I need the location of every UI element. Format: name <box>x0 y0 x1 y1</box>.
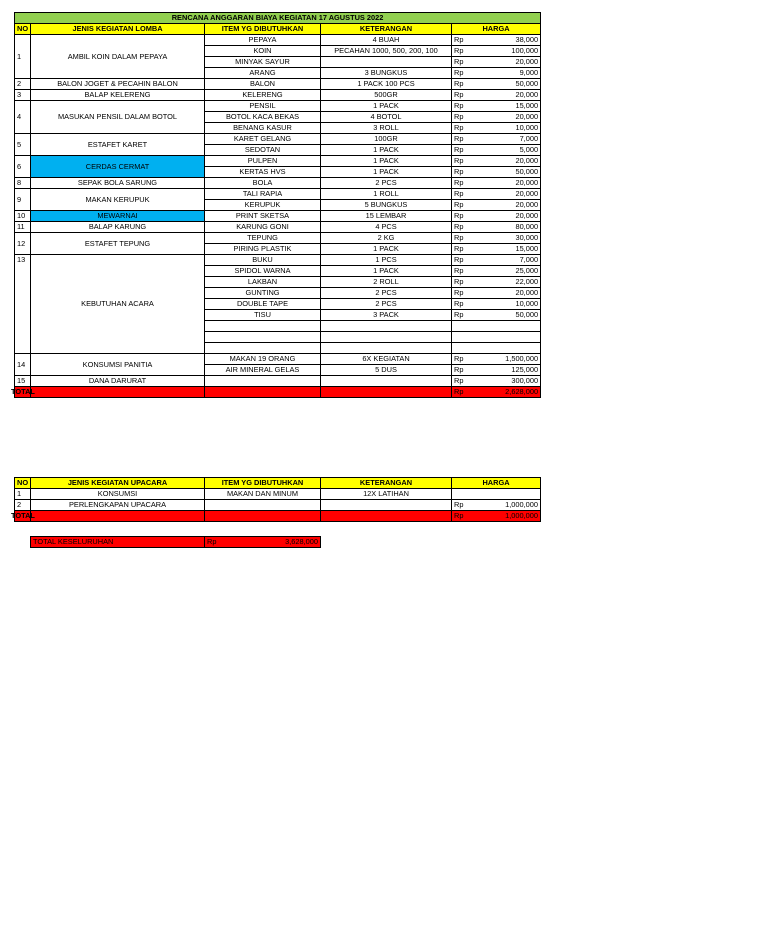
row-number: 9 <box>15 189 31 211</box>
keterangan-cell: 3 PACK <box>321 310 452 321</box>
row-number: 1 <box>15 489 31 500</box>
keterangan-cell: 2 KG <box>321 233 452 244</box>
harga-cell <box>482 321 541 332</box>
harga-cell: 20,000 <box>482 189 541 200</box>
kegiatan-cell: BALAP KARUNG <box>31 222 205 233</box>
keterangan-cell: 2 PCS <box>321 178 452 189</box>
item-cell: BOTOL KACA BEKAS <box>205 112 321 123</box>
row-number: 5 <box>15 134 31 156</box>
keterangan-cell: 15 LEMBAR <box>321 211 452 222</box>
keterangan-cell <box>321 57 452 68</box>
keterangan-cell: 1 PACK <box>321 145 452 156</box>
keterangan-cell: 1 PACK <box>321 266 452 277</box>
rp-cell: Rp <box>452 90 482 101</box>
keterangan-cell: 3 BUNGKUS <box>321 68 452 79</box>
rp-cell: Rp <box>452 288 482 299</box>
harga-cell: 5,000 <box>482 145 541 156</box>
rp-cell: Rp <box>452 365 482 376</box>
harga-cell: 7,000 <box>482 134 541 145</box>
kegiatan-cell: MAKAN KERUPUK <box>31 189 205 211</box>
rp-cell: Rp <box>452 145 482 156</box>
budget-table-upacara <box>11 477 541 522</box>
header-harga: HARGA <box>452 478 541 489</box>
item-cell: MINYAK SAYUR <box>205 57 321 68</box>
item-cell: LAKBAN <box>205 277 321 288</box>
total-empty <box>205 511 321 522</box>
keterangan-cell: 1 PCS <box>321 255 452 266</box>
keterangan-cell: 5 DUS <box>321 365 452 376</box>
kegiatan-cell: PERLENGKAPAN UPACARA <box>31 500 205 511</box>
harga-cell: 15,000 <box>482 101 541 112</box>
rp-cell: Rp <box>452 244 482 255</box>
harga-cell: 80,000 <box>482 222 541 233</box>
harga-cell: 300,000 <box>482 376 541 387</box>
harga-cell: 100,000 <box>482 46 541 57</box>
kegiatan-cell: CERDAS CERMAT <box>31 156 205 178</box>
total-label: TOTAL <box>11 511 35 520</box>
harga-cell: 20,000 <box>482 57 541 68</box>
harga-cell: 125,000 <box>482 365 541 376</box>
table-row <box>15 156 541 167</box>
row-number: 2 <box>15 79 31 90</box>
header-row <box>15 24 541 35</box>
header-item: ITEM YG DIBUTUHKAN <box>205 478 321 489</box>
keterangan-cell <box>321 332 452 343</box>
header-item: ITEM YG DIBUTUHKAN <box>205 24 321 35</box>
kegiatan-cell: BALAP KELERENG <box>31 90 205 101</box>
item-cell: KARUNG GONI <box>205 222 321 233</box>
rp-cell: Rp <box>452 211 482 222</box>
total-empty <box>321 387 452 398</box>
keterangan-cell: 1 PACK <box>321 156 452 167</box>
row-number: 14 <box>15 354 31 376</box>
rp-cell: Rp <box>452 266 482 277</box>
total-rp: Rp <box>452 387 482 398</box>
header-kegiatan: JENIS KEGIATAN UPACARA <box>31 478 205 489</box>
total-empty <box>321 511 452 522</box>
header-harga: HARGA <box>452 24 541 35</box>
rp-cell <box>452 489 482 500</box>
row-number: 4 <box>15 101 31 134</box>
item-cell: TALI RAPIA <box>205 189 321 200</box>
item-cell: TISU <box>205 310 321 321</box>
rp-cell: Rp <box>452 68 482 79</box>
item-cell: BALON <box>205 79 321 90</box>
harga-cell <box>482 489 541 500</box>
row-number: 6 <box>15 156 31 178</box>
keterangan-cell: 5 BUNGKUS <box>321 200 452 211</box>
keterangan-cell: 3 ROLL <box>321 123 452 134</box>
rp-cell: Rp <box>452 101 482 112</box>
grand-total-row <box>31 537 321 548</box>
keterangan-cell: 500GR <box>321 90 452 101</box>
rp-cell: Rp <box>452 167 482 178</box>
kegiatan-cell: BALON JOGET & PECAHIN BALON <box>31 79 205 90</box>
harga-cell: 22,000 <box>482 277 541 288</box>
item-cell <box>205 500 321 511</box>
keterangan-cell: 4 BOTOL <box>321 112 452 123</box>
item-cell: GUNTING <box>205 288 321 299</box>
header-keterangan: KETERANGAN <box>321 24 452 35</box>
row-number: 1 <box>15 35 31 79</box>
keterangan-cell <box>321 343 452 354</box>
harga-cell: 20,000 <box>482 288 541 299</box>
harga-cell <box>482 343 541 354</box>
item-cell <box>205 321 321 332</box>
rp-cell: Rp <box>452 123 482 134</box>
grand-total-rp: Rp <box>205 537 235 548</box>
keterangan-cell: PECAHAN 1000, 500, 200, 100 <box>321 46 452 57</box>
total-label-cell <box>11 387 35 398</box>
keterangan-cell: 1 PACK <box>321 244 452 255</box>
item-cell: AIR MINERAL GELAS <box>205 365 321 376</box>
kegiatan-cell: MASUKAN PENSIL DALAM BOTOL <box>31 101 205 134</box>
rp-cell: Rp <box>452 310 482 321</box>
keterangan-cell: 4 PCS <box>321 222 452 233</box>
item-cell: KERUPUK <box>205 200 321 211</box>
kegiatan-cell: KONSUMSI <box>31 489 205 500</box>
total-empty <box>31 511 205 522</box>
harga-cell <box>482 332 541 343</box>
item-cell: KELERENG <box>205 90 321 101</box>
total-empty <box>205 387 321 398</box>
row-number: 2 <box>15 500 31 511</box>
total-row <box>15 387 541 398</box>
kegiatan-cell: MEWARNAI <box>31 211 205 222</box>
kegiatan-cell: ESTAFET TEPUNG <box>31 233 205 255</box>
keterangan-cell: 1 PACK <box>321 167 452 178</box>
rp-cell: Rp <box>452 189 482 200</box>
keterangan-cell: 1 PACK <box>321 101 452 112</box>
rp-cell: Rp <box>452 233 482 244</box>
rp-cell <box>452 321 482 332</box>
item-cell: BUKU <box>205 255 321 266</box>
item-cell: BENANG KASUR <box>205 123 321 134</box>
table-row <box>15 79 541 90</box>
kegiatan-cell: KEBUTUHAN ACARA <box>31 255 205 354</box>
row-number: 3 <box>15 90 31 101</box>
table-row <box>15 178 541 189</box>
harga-cell: 20,000 <box>482 156 541 167</box>
table-row <box>15 35 541 46</box>
row-number: 12 <box>15 233 31 255</box>
keterangan-cell: 1 ROLL <box>321 189 452 200</box>
keterangan-cell: 12X LATIHAN <box>321 489 452 500</box>
harga-cell: 50,000 <box>482 79 541 90</box>
item-cell: SPIDOL WARNA <box>205 266 321 277</box>
header-no: NO <box>15 478 31 489</box>
table-row <box>15 134 541 145</box>
rp-cell: Rp <box>452 500 482 511</box>
header-row <box>15 478 541 489</box>
rp-cell: Rp <box>452 57 482 68</box>
total-label: TOTAL <box>11 387 35 396</box>
item-cell: TEPUNG <box>205 233 321 244</box>
harga-cell: 20,000 <box>482 90 541 101</box>
item-cell: SEDOTAN <box>205 145 321 156</box>
item-cell: KOIN <box>205 46 321 57</box>
rp-cell: Rp <box>452 46 482 57</box>
kegiatan-cell: DANA DARURAT <box>31 376 205 387</box>
header-no: NO <box>15 24 31 35</box>
table-row <box>15 255 541 266</box>
item-cell <box>205 376 321 387</box>
keterangan-cell: 2 PCS <box>321 299 452 310</box>
keterangan-cell: 1 PACK 100 PCS <box>321 79 452 90</box>
item-cell: PEPAYA <box>205 35 321 46</box>
kegiatan-cell: SEPAK BOLA SARUNG <box>31 178 205 189</box>
item-cell: KERTAS HVS <box>205 167 321 178</box>
kegiatan-cell: AMBIL KOIN DALAM PEPAYA <box>31 35 205 79</box>
harga-cell: 30,000 <box>482 233 541 244</box>
item-cell: PRINT SKETSA <box>205 211 321 222</box>
rp-cell <box>452 332 482 343</box>
total-label-cell <box>11 511 35 522</box>
row-number: 10 <box>15 211 31 222</box>
keterangan-cell: 100GR <box>321 134 452 145</box>
rp-cell: Rp <box>452 35 482 46</box>
harga-cell: 20,000 <box>482 112 541 123</box>
harga-cell: 50,000 <box>482 167 541 178</box>
total-value: 2,628,000 <box>482 387 541 398</box>
budget-table-lomba <box>11 12 541 398</box>
table-row <box>15 489 541 500</box>
table-row <box>15 90 541 101</box>
rp-cell: Rp <box>452 156 482 167</box>
keterangan-cell: 4 BUAH <box>321 35 452 46</box>
table-title-row <box>15 13 541 24</box>
keterangan-cell <box>321 500 452 511</box>
table-row <box>15 101 541 112</box>
harga-cell: 10,000 <box>482 299 541 310</box>
grand-total-value: 3,628,000 <box>235 537 321 548</box>
header-kegiatan: JENIS KEGIATAN LOMBA <box>31 24 205 35</box>
item-cell <box>205 332 321 343</box>
item-cell: PULPEN <box>205 156 321 167</box>
rp-cell: Rp <box>452 134 482 145</box>
item-cell <box>205 343 321 354</box>
table-title: RENCANA ANGGARAN BIAYA KEGIATAN 17 AGUSTUS 2022 <box>15 13 541 24</box>
total-row <box>15 511 541 522</box>
harga-cell: 20,000 <box>482 178 541 189</box>
harga-cell: 9,000 <box>482 68 541 79</box>
keterangan-cell <box>321 321 452 332</box>
item-cell: PIRING PLASTIK <box>205 244 321 255</box>
table-row <box>15 354 541 365</box>
harga-cell: 38,000 <box>482 35 541 46</box>
rp-cell: Rp <box>452 112 482 123</box>
header-keterangan: KETERANGAN <box>321 478 452 489</box>
rp-cell <box>452 343 482 354</box>
grand-total-label: TOTAL KESELURUHAN <box>31 537 205 548</box>
rp-cell: Rp <box>452 178 482 189</box>
keterangan-cell <box>321 376 452 387</box>
table-row <box>15 222 541 233</box>
rp-cell: Rp <box>452 376 482 387</box>
rp-cell: Rp <box>452 299 482 310</box>
harga-cell: 1,500,000 <box>482 354 541 365</box>
item-cell: MAKAN DAN MINUM <box>205 489 321 500</box>
rp-cell: Rp <box>452 200 482 211</box>
table-row <box>15 211 541 222</box>
rp-cell: Rp <box>452 79 482 90</box>
harga-cell: 25,000 <box>482 266 541 277</box>
harga-cell: 50,000 <box>482 310 541 321</box>
harga-cell: 15,000 <box>482 244 541 255</box>
keterangan-cell: 6X KEGIATAN <box>321 354 452 365</box>
total-rp: Rp <box>452 511 482 522</box>
harga-cell: 20,000 <box>482 211 541 222</box>
total-value: 1,000,000 <box>482 511 541 522</box>
item-cell: DOUBLE TAPE <box>205 299 321 310</box>
item-cell: MAKAN 19 ORANG <box>205 354 321 365</box>
item-cell: BOLA <box>205 178 321 189</box>
harga-cell: 20,000 <box>482 200 541 211</box>
table-row <box>15 189 541 200</box>
keterangan-cell: 2 ROLL <box>321 277 452 288</box>
rp-cell: Rp <box>452 255 482 266</box>
row-number: 8 <box>15 178 31 189</box>
harga-cell: 10,000 <box>482 123 541 134</box>
rp-cell: Rp <box>452 277 482 288</box>
rp-cell: Rp <box>452 354 482 365</box>
row-number: 15 <box>15 376 31 387</box>
total-empty <box>31 387 205 398</box>
item-cell: ARANG <box>205 68 321 79</box>
table-row <box>15 233 541 244</box>
harga-cell: 1,000,000 <box>482 500 541 511</box>
item-cell: PENSIL <box>205 101 321 112</box>
harga-cell: 7,000 <box>482 255 541 266</box>
keterangan-cell: 2 PCS <box>321 288 452 299</box>
table-row <box>15 500 541 511</box>
row-number: 11 <box>15 222 31 233</box>
item-cell: KARET GELANG <box>205 134 321 145</box>
kegiatan-cell: ESTAFET KARET <box>31 134 205 156</box>
row-number: 13 <box>15 255 31 354</box>
grand-total-table <box>30 536 321 548</box>
table-row <box>15 376 541 387</box>
kegiatan-cell: KONSUMSI PANITIA <box>31 354 205 376</box>
rp-cell: Rp <box>452 222 482 233</box>
